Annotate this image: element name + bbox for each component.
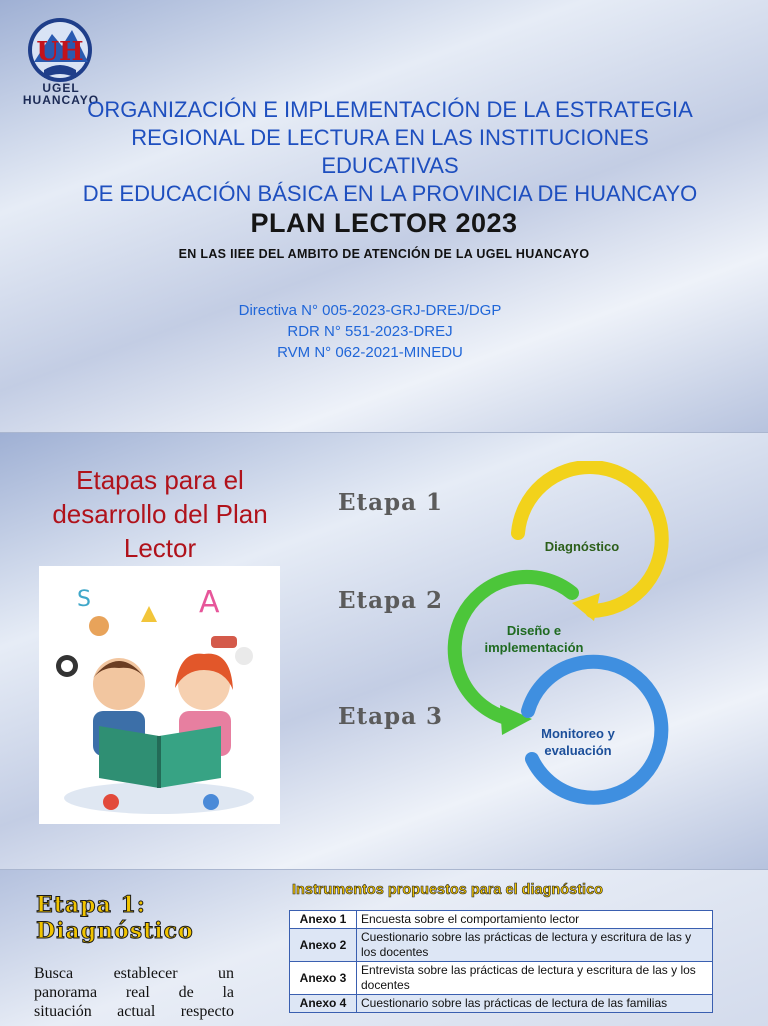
annex-id: Anexo 3 (290, 962, 357, 995)
reference-line: Directiva N° 005-2023-GRJ-DREJ/DGP (238, 302, 502, 319)
annex-description: Cuestionario sobre las prácticas de lectura de las familias (357, 995, 713, 1013)
logo-initials: UH (36, 37, 84, 67)
stage-3-name (516, 725, 640, 759)
stage-2-name (464, 622, 604, 656)
description-line: situación actual respecto (34, 1003, 234, 1020)
slide-cover (0, 0, 768, 432)
annex-id: Anexo 2 (290, 929, 357, 962)
stage-2-name-line: implementación (484, 640, 584, 655)
annex-description: Cuestionario sobre las prácticas de lectura y escritura de las y los docentes (357, 929, 713, 962)
reference-line: RVM N° 062-2021-MINEDU (277, 344, 463, 361)
plan-subtitle: EN LAS IIEE DEL AMBITO DE ATENCIÓN DE LA UGEL HUANCAYO (178, 247, 590, 261)
annex-description: Encuesta sobre el comportamiento lector (357, 911, 713, 929)
slide-diagnosis (0, 869, 768, 1026)
table-row (290, 911, 713, 929)
title-line: REGIONAL DE LECTURA EN LAS INSTITUCIONES EDUCATIVAS (131, 125, 649, 178)
table-row (290, 962, 713, 995)
logo-text-line2: HUANCAYO (22, 93, 100, 107)
stage-3-label: Etapa 3 (338, 703, 444, 730)
title-line: DE EDUCACIÓN BÁSICA EN LA PROVINCIA DE HUANCAYO (82, 181, 698, 206)
stages-title (20, 463, 300, 565)
table-row (290, 995, 713, 1013)
stage-2-name-line: Diseño e (506, 623, 562, 638)
logo-text-line1: UGEL (42, 81, 80, 95)
stages-title-line: Lector (123, 533, 197, 563)
table-row (290, 929, 713, 962)
svg-text:S: S (77, 587, 91, 612)
instruments-table (289, 910, 713, 1013)
description-line: Busca establecer un (34, 965, 234, 982)
stage-3-name-line: Monitoreo y (541, 726, 615, 741)
children-reading-illustration (39, 566, 280, 824)
stage-3-name-line: evaluación (544, 743, 612, 758)
slide-stages (0, 432, 768, 869)
stages-title-line: Etapas para el (76, 465, 244, 495)
annex-id: Anexo 1 (290, 911, 357, 929)
diagnosis-title (36, 892, 194, 944)
annex-id: Anexo 4 (290, 995, 357, 1013)
stage-1-name-text: Diagnóstico (544, 539, 620, 554)
title-line: ORGANIZACIÓN E IMPLEMENTACIÓN DE LA ESTRATEGIA (87, 97, 693, 122)
diagnosis-description (34, 964, 234, 1021)
main-title (60, 96, 720, 208)
stage-1-name (522, 538, 642, 555)
stages-title-line: desarrollo del Plan (52, 499, 268, 529)
description-line: panorama real de la (34, 984, 234, 1001)
legal-references (0, 300, 740, 363)
plan-title: PLAN LECTOR 2023 (250, 208, 518, 238)
annex-description: Entrevista sobre las prácticas de lectura y escritura de las y los docentes (357, 962, 713, 995)
svg-text:A: A (199, 585, 220, 620)
stage-1-label: Etapa 1 (338, 489, 444, 516)
diagnosis-title-line: Diagnóstico (36, 918, 194, 944)
diagnosis-title-line: Etapa 1: (36, 892, 146, 918)
instruments-title: Instrumentos propuestos para el diagnóstico (292, 882, 603, 898)
stage-2-label: Etapa 2 (338, 587, 444, 614)
reference-line: RDR N° 551-2023-DREJ (287, 323, 453, 340)
